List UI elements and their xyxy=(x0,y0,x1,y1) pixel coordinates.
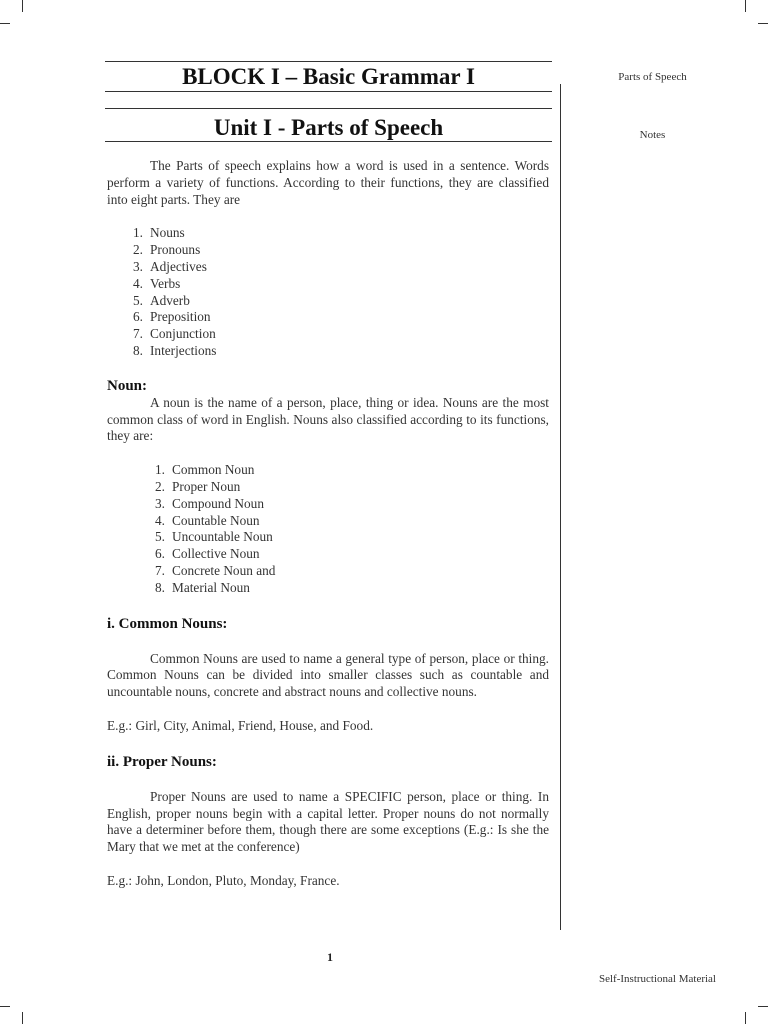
crop-mark xyxy=(745,0,746,12)
block-title: BLOCK I – Basic Grammar I xyxy=(182,64,475,89)
list-item: 3. Compound Noun xyxy=(155,495,264,511)
list-item: 2. Pronouns xyxy=(133,242,201,258)
common-nouns-heading: i. Common Nouns: xyxy=(107,615,228,632)
running-head: Parts of Speech xyxy=(618,71,687,83)
noun-heading: Noun: xyxy=(107,377,148,394)
crop-mark xyxy=(22,1012,23,1024)
intro-paragraph: The Parts of speech explains how a word is used in a sentence. Words perform a variety of functions. According to their functions, they are classified into eight parts. They are xyxy=(107,158,549,207)
crop-mark xyxy=(758,23,768,24)
crop-mark xyxy=(745,1012,746,1024)
crop-mark xyxy=(22,0,23,12)
margin-divider xyxy=(560,84,561,930)
list-item: 1. Nouns xyxy=(133,225,185,241)
noun-intro-paragraph: A noun is the name of a person, place, thing or idea. Nouns are the most common class of word in English. Nouns also classified according to its functions, they are: xyxy=(107,394,549,444)
list-item: 6. Preposition xyxy=(133,309,211,325)
header-rule-mid2 xyxy=(105,108,552,109)
common-nouns-paragraph: Common Nouns are used to name a general type of person, place or thing. Common Nouns can be divided into smaller classes such as countable and uncountable nouns, concrete and abstract nouns and collective nouns. xyxy=(107,650,549,700)
list-item: 4. Countable Noun xyxy=(155,512,260,528)
notes-label: Notes xyxy=(639,129,666,141)
main-content xyxy=(107,158,549,890)
page-number: 1 xyxy=(327,950,333,964)
header-rule-bottom xyxy=(105,141,552,142)
list-item: 3. Adjectives xyxy=(133,258,207,274)
proper-nouns-paragraph: Proper Nouns are used to name a SPECIFIC person, place or thing. In English, proper nouns begin with a capital letter. Proper nouns do not normally have a determiner before them, though there are some exceptions (E.g.: Is she the Mary that we met at the conference) xyxy=(107,788,549,855)
list-item: 7. Concrete Noun and xyxy=(155,562,276,578)
header-rule-top xyxy=(105,61,552,62)
proper-nouns-example: E.g.: John, London, Pluto, Monday, France. xyxy=(107,872,340,888)
list-item: 5. Adverb xyxy=(133,292,190,308)
footer-label: Self-Instructional Material xyxy=(599,973,716,985)
common-nouns-example: E.g.: Girl, City, Animal, Friend, House, and Food. xyxy=(107,717,374,733)
unit-title: Unit I - Parts of Speech xyxy=(213,115,444,140)
proper-nouns-heading: ii. Proper Nouns: xyxy=(107,753,217,770)
crop-mark xyxy=(0,1006,10,1007)
list-item: 7. Conjunction xyxy=(133,326,216,342)
crop-mark xyxy=(0,23,10,24)
list-item: 6. Collective Noun xyxy=(155,546,260,562)
list-item: 5. Uncountable Noun xyxy=(155,529,273,545)
list-item: 8. Material Noun xyxy=(155,579,250,595)
list-item: 8. Interjections xyxy=(133,342,217,358)
list-item: 2. Proper Noun xyxy=(155,478,241,494)
noun-types-list xyxy=(107,462,549,596)
crop-mark xyxy=(758,1006,768,1007)
list-item: 1. Common Noun xyxy=(155,462,255,478)
parts-of-speech-list xyxy=(107,225,549,359)
header-rule-mid xyxy=(105,91,552,92)
list-item: 4. Verbs xyxy=(133,275,181,291)
